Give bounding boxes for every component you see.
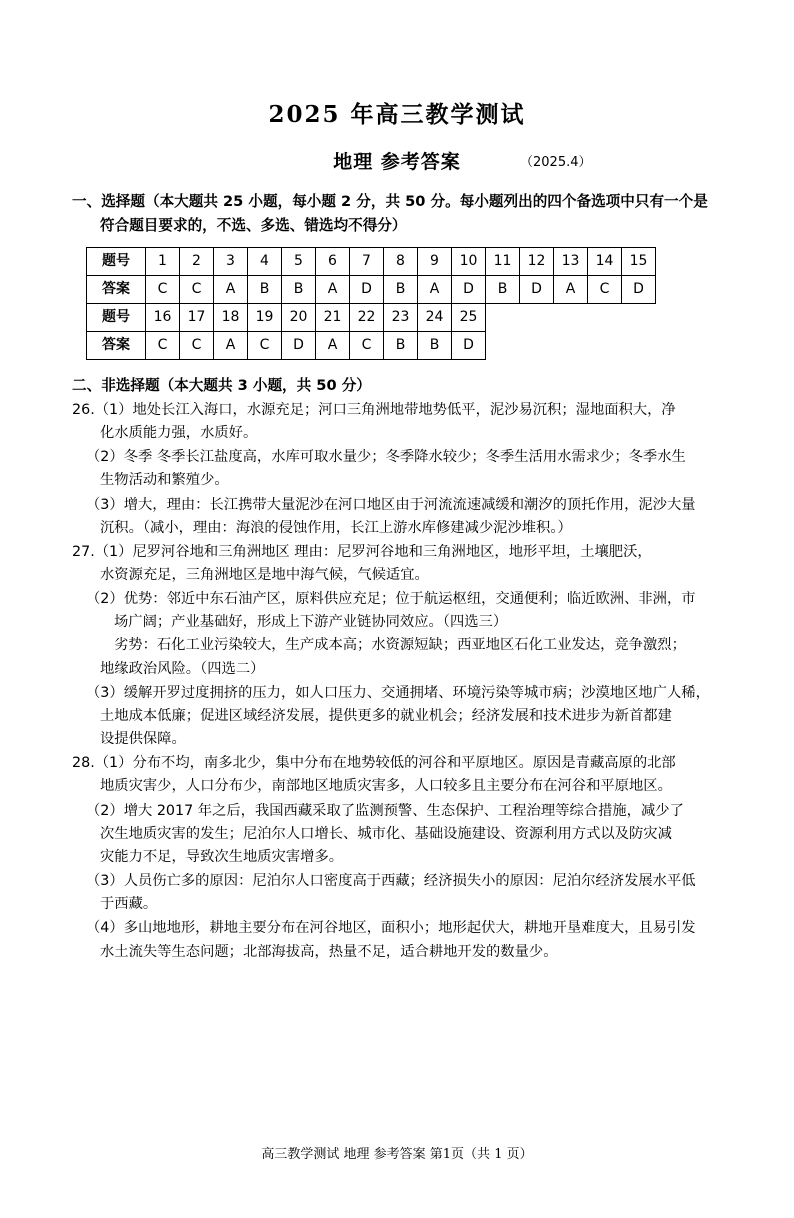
answer-text: 尼罗河谷地和三角洲地区 理由：尼罗河谷地和三角洲地区，地形平坦，土壤肥沃，: [132, 543, 652, 560]
row-header-number: 题号: [87, 304, 146, 332]
table-cell: 20: [282, 304, 316, 332]
table-row: [87, 304, 656, 332]
table-cell: A: [316, 332, 350, 360]
table-cell-empty: [520, 332, 554, 360]
part-label: （4）: [86, 920, 124, 937]
answer-text: 设提供保障。: [100, 731, 186, 748]
table-row: [87, 248, 656, 276]
section-1-heading-line2: 符合题目要求的，不选、多选、错选均不得分）: [100, 216, 407, 234]
table-cell-empty: [588, 332, 622, 360]
answer-line: [72, 752, 716, 775]
answer-text: 人员伤亡多的原因：尼泊尔人口密度高于西藏；经济损失小的原因：尼泊尔经济发展水平低: [123, 873, 696, 890]
table-cell: D: [452, 276, 486, 304]
answer-line: [72, 705, 716, 728]
table-cell-empty: [588, 304, 622, 332]
table-cell: D: [282, 332, 316, 360]
answer-text: 水资源充足，三角洲地区是地中海气候，气候适宜。: [100, 567, 429, 584]
part-label: （2）: [86, 449, 124, 466]
answer-text: 多山地地形，耕地主要分布在河谷地区，面积小；地形起伏大，耕地开垦难度大，且易引发: [123, 920, 696, 937]
row-header-answer: 答案: [87, 276, 146, 304]
answer-line: [72, 588, 716, 611]
table-cell: 5: [282, 248, 316, 276]
answer-text: 缓解开罗过度拥挤的压力，如人口压力、交通拥堵、环境污染等城市病；沙漠地区地广人稀，: [123, 684, 710, 701]
answer-line: [72, 800, 716, 823]
question-number: 26.: [72, 401, 95, 418]
answer-text: 灾能力不足，导致次生地质灾害增多。: [100, 848, 344, 865]
answer-text: 土地成本低廉；促进区域经济发展，提供更多的就业机会；经济发展和技术进步为新首都建: [100, 707, 672, 724]
table-cell: C: [588, 276, 622, 304]
answer-text: 增大，理由：长江携带大量泥沙在河口地区由于河流流速减缓和潮汐的顶托作用，泥沙大量: [123, 496, 696, 513]
answer-text: 优势：邻近中东石油产区，原料供应充足；位于航运枢纽，交通便利；临近欧洲、非洲，市: [123, 591, 696, 608]
table-cell: 23: [384, 304, 418, 332]
answer-line: [72, 611, 716, 634]
table-cell: B: [248, 276, 282, 304]
answer-line: [72, 564, 716, 587]
page-footer: 高三教学测试 地理 参考答案 第1页（共 1 页）: [261, 1147, 533, 1162]
table-cell: 16: [146, 304, 180, 332]
answer-line: [72, 682, 716, 705]
table-cell: C: [146, 276, 180, 304]
answer-line: [72, 870, 716, 893]
answer-text: 生物活动和繁殖少。: [100, 472, 229, 489]
part-label: （1）: [94, 755, 133, 772]
table-cell: D: [350, 276, 384, 304]
answer-text: 于西藏。: [100, 896, 158, 913]
answer-text: 地缘政治风险。（四选二）: [100, 660, 265, 677]
table-cell: C: [248, 332, 282, 360]
table-cell: 13: [554, 248, 588, 276]
table-cell: 18: [214, 304, 248, 332]
table-cell: 22: [350, 304, 384, 332]
part-label: （3）: [86, 496, 124, 513]
row-header-answer: 答案: [87, 332, 146, 360]
part-label: （1）: [94, 401, 133, 418]
table-cell: 25: [452, 304, 486, 332]
table-cell: B: [418, 332, 452, 360]
table-cell: D: [622, 276, 656, 304]
table-cell: 15: [622, 248, 656, 276]
table-cell-empty: [622, 332, 656, 360]
answer-text: 劣势：石化工业污染较大，生产成本高；水资源短缺；西亚地区石化工业发达，竞争激烈；: [114, 637, 686, 654]
table-cell-empty: [554, 332, 588, 360]
table-cell: 4: [248, 248, 282, 276]
document-page: [0, 96, 794, 1218]
answer-line: [72, 446, 716, 469]
part-label: （3）: [86, 873, 124, 890]
part-label: （2）: [86, 802, 124, 819]
table-cell: D: [520, 276, 554, 304]
table-cell: 2: [180, 248, 214, 276]
answer-table: [86, 247, 656, 360]
table-cell: 14: [588, 248, 622, 276]
table-cell: 3: [214, 248, 248, 276]
table-cell: C: [350, 332, 384, 360]
document-date: （2025.4）: [520, 155, 592, 170]
table-cell: B: [384, 332, 418, 360]
table-cell: C: [146, 332, 180, 360]
table-cell: 11: [486, 248, 520, 276]
table-cell: 7: [350, 248, 384, 276]
answer-line: [72, 517, 716, 540]
table-cell: 10: [452, 248, 486, 276]
table-cell-empty: [554, 304, 588, 332]
table-cell: B: [282, 276, 316, 304]
table-row: [87, 276, 656, 304]
answer-line: [72, 893, 716, 916]
answer-line: [72, 823, 716, 846]
table-cell: B: [384, 276, 418, 304]
table-cell: 17: [180, 304, 214, 332]
table-cell: 8: [384, 248, 418, 276]
page-subtitle: 地理 参考答案: [333, 151, 461, 173]
answer-text: 冬季 冬季长江盐度高，水库可取水量少；冬季降水较少；冬季生活用水需求少；冬季水生: [123, 449, 686, 466]
table-cell: A: [214, 276, 248, 304]
table-cell: 24: [418, 304, 452, 332]
table-cell-empty: [486, 304, 520, 332]
answer-line: [72, 846, 716, 869]
answer-line: [72, 469, 716, 492]
table-cell: 1: [146, 248, 180, 276]
answer-text: 沉积。（减小，理由：海浪的侵蚀作用，长江上游水库修建减少泥沙堆积。）: [100, 519, 572, 536]
row-header-number: 题号: [87, 248, 146, 276]
answer-text: 场广阔；产业基础好，形成上下游产业链协同效应。（四选三）: [114, 614, 508, 631]
answer-text: 分布不均，南多北少，集中分布在地势较低的河谷和平原地区。原因是青藏高原的北部: [132, 755, 676, 772]
part-label: （2）: [86, 591, 124, 608]
page-subtitle-row: [0, 147, 794, 174]
answer-text: 化水质能力强，水质好。: [100, 425, 258, 442]
part-label: （3）: [86, 684, 124, 701]
answer-line: [72, 917, 716, 940]
answer-line: [72, 728, 716, 751]
question-number: 27.: [72, 543, 95, 560]
table-cell: A: [554, 276, 588, 304]
table-cell: 9: [418, 248, 452, 276]
table-cell: D: [452, 332, 486, 360]
answer-line: [72, 399, 716, 422]
answer-text: 次生地质灾害的发生；尼泊尔人口增长、城市化、基础设施建设、资源利用方式以及防灾减: [100, 825, 672, 842]
question-number: 28.: [72, 755, 95, 772]
section-2-heading: 二、非选择题（本大题共 3 小题，共 50 分）: [72, 377, 371, 395]
answer-line: [72, 494, 716, 517]
table-cell-empty: [622, 304, 656, 332]
answer-text: 地处长江入海口，水源充足；河口三角洲地带地势低平，泥沙易沉积；湿地面积大，净: [132, 401, 676, 418]
section-1-heading: 一、选择题（本大题共 25 小题，每小题 2 分，共 50 分。每小题列出的四个备选项中只有一个是: [72, 193, 708, 210]
table-row: [87, 332, 656, 360]
table-cell: 6: [316, 248, 350, 276]
table-cell: 21: [316, 304, 350, 332]
answer-line: [72, 422, 716, 445]
answer-line: [72, 658, 716, 681]
page-title: 2025 年高三教学测试: [268, 101, 526, 128]
part-label: （1）: [94, 543, 133, 560]
answer-line: [72, 941, 716, 964]
table-cell: C: [180, 332, 214, 360]
answer-text: 水土流失等生态问题；北部海拔高，热量不足，适合耕地开发的数量少。: [100, 943, 558, 960]
table-cell: 19: [248, 304, 282, 332]
table-cell: A: [214, 332, 248, 360]
answer-text: 地质灾害少，人口分布少，南部地区地质灾害多，人口较多且主要分布在河谷和平原地区。: [100, 778, 672, 795]
document-content: [72, 190, 716, 964]
table-cell: B: [486, 276, 520, 304]
answer-line: [72, 541, 716, 564]
answer-text: 增大 2017 年之后，我国西藏采取了监测预警、生态保护、工程治理等综合措施，减少了: [123, 802, 684, 819]
table-cell: A: [418, 276, 452, 304]
answer-line: [72, 775, 716, 798]
answer-line: [72, 634, 716, 657]
table-cell-empty: [486, 332, 520, 360]
table-cell: 12: [520, 248, 554, 276]
table-cell: A: [316, 276, 350, 304]
table-cell-empty: [520, 304, 554, 332]
table-cell: C: [180, 276, 214, 304]
